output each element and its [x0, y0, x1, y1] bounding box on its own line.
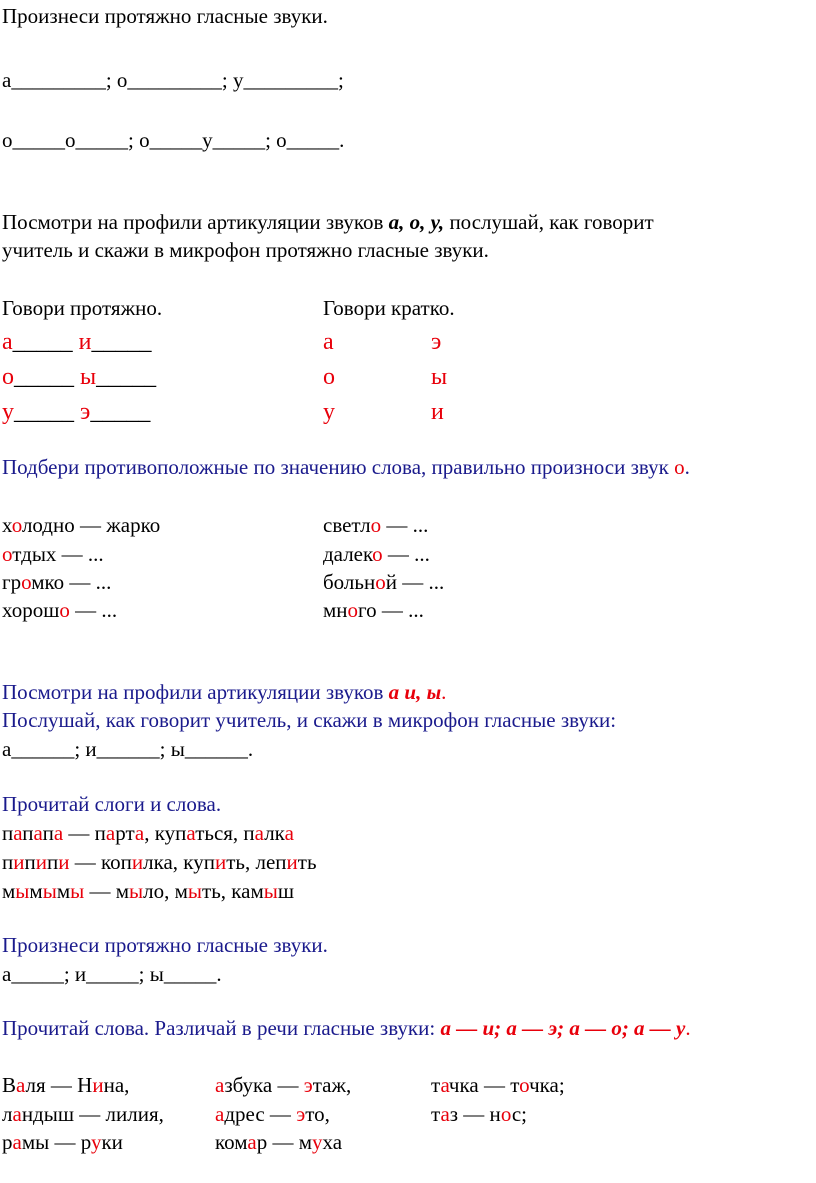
word-pair: таз — нос;	[431, 1102, 527, 1126]
s2-short-header: Говори кратко.	[323, 296, 455, 320]
short-vowel: у	[323, 399, 335, 425]
short-vowel: ы	[431, 364, 448, 390]
vowel: ы	[80, 364, 97, 390]
s4-line1: Посмотри на профили артикуляции звуков а и, ы.	[2, 680, 447, 704]
blank: _____	[96, 364, 157, 390]
vowel: и	[78, 329, 92, 355]
blank: _____	[14, 364, 80, 390]
long-row	[2, 400, 150, 424]
blank: _____	[14, 399, 80, 425]
short-vowel: и	[431, 399, 444, 425]
syllable-row: мымымы — мыло, мыть, камыш	[2, 879, 295, 903]
s7-vowel-pairs: а — и; а — э; а — о; а — у	[440, 1016, 686, 1040]
word-pair: Валя — Нина,	[2, 1073, 130, 1097]
s6-title: Произнеси протяжно гласные звуки.	[2, 933, 328, 957]
short-vowel: о	[323, 364, 335, 390]
word-pair: комар — муха	[215, 1130, 343, 1154]
antonym-pair: хорошо — ...	[2, 598, 118, 622]
long-row	[2, 365, 156, 389]
short-vowel: э	[431, 329, 442, 355]
antonym-pair: громко — ...	[2, 570, 112, 594]
vowel: а	[2, 329, 13, 355]
word-pair: рамы — руки	[2, 1130, 123, 1154]
s2-intro-vowels: а, о, у,	[388, 210, 445, 234]
vowel: о	[2, 364, 14, 390]
s4-line3: а______; и______; ы______.	[2, 737, 254, 761]
antonym-pair: отдых — ...	[2, 542, 104, 566]
s2-intro-line2: учитель и скажи в микрофон протяжно гласные звуки.	[2, 238, 489, 262]
antonym-pair: светло — ...	[323, 513, 429, 537]
syllable-row: папапа — парта, купаться, палка	[2, 821, 294, 845]
blank: _____	[12, 329, 79, 355]
long-row	[2, 330, 152, 354]
s3-title	[2, 457, 690, 478]
antonym-pair: больной — ...	[323, 570, 445, 594]
syllable-row: пипипи — копилка, купить, лепить	[2, 850, 317, 874]
word-pair: ландыш — лилия,	[2, 1102, 164, 1126]
s1-line2: о_____о_____; о_____у_____; о_____.	[2, 128, 345, 152]
s2-intro	[2, 212, 654, 233]
blank: _____	[91, 329, 152, 355]
blank: _____	[90, 399, 151, 425]
s4-vowels: а и, ы	[388, 680, 442, 704]
s4-line2: Послушай, как говорит учитель, и скажи в микрофон гласные звуки:	[2, 708, 617, 732]
s3-title-text: Подбери противоположные по значению слова, правильно произноси звук	[2, 455, 675, 479]
antonym-pair: холодно — жарко	[2, 513, 161, 537]
s2-intro-b: послушай, как говорит	[444, 210, 654, 234]
vowel: э	[80, 399, 91, 425]
s1-line1: а_________; о_________; у_________;	[2, 68, 344, 92]
s2-intro-a: Посмотри на профили артикуляции звуков	[2, 210, 389, 234]
s3-title-end: .	[684, 455, 690, 479]
s2-long-header: Говори протяжно.	[2, 296, 163, 320]
vowel: у	[2, 399, 14, 425]
s1-title: Произнеси протяжно гласные звуки.	[2, 4, 328, 28]
antonym-pair: далеко — ...	[323, 542, 430, 566]
short-vowel: а	[323, 329, 334, 355]
word-pair: азбука — этаж,	[215, 1073, 352, 1097]
s5-title: Прочитай слоги и слова.	[2, 792, 222, 816]
word-pair: адрес — это,	[215, 1102, 330, 1126]
s7-title: Прочитай слова. Различай в речи гласные звуки: а — и; а — э; а — о; а — у.	[2, 1016, 691, 1040]
antonym-pair: много — ...	[323, 598, 424, 622]
s3-title-vowel: о	[674, 455, 685, 479]
s6-line: а_____; и_____; ы_____.	[2, 962, 222, 986]
word-pair: тачка — точка;	[431, 1073, 565, 1097]
